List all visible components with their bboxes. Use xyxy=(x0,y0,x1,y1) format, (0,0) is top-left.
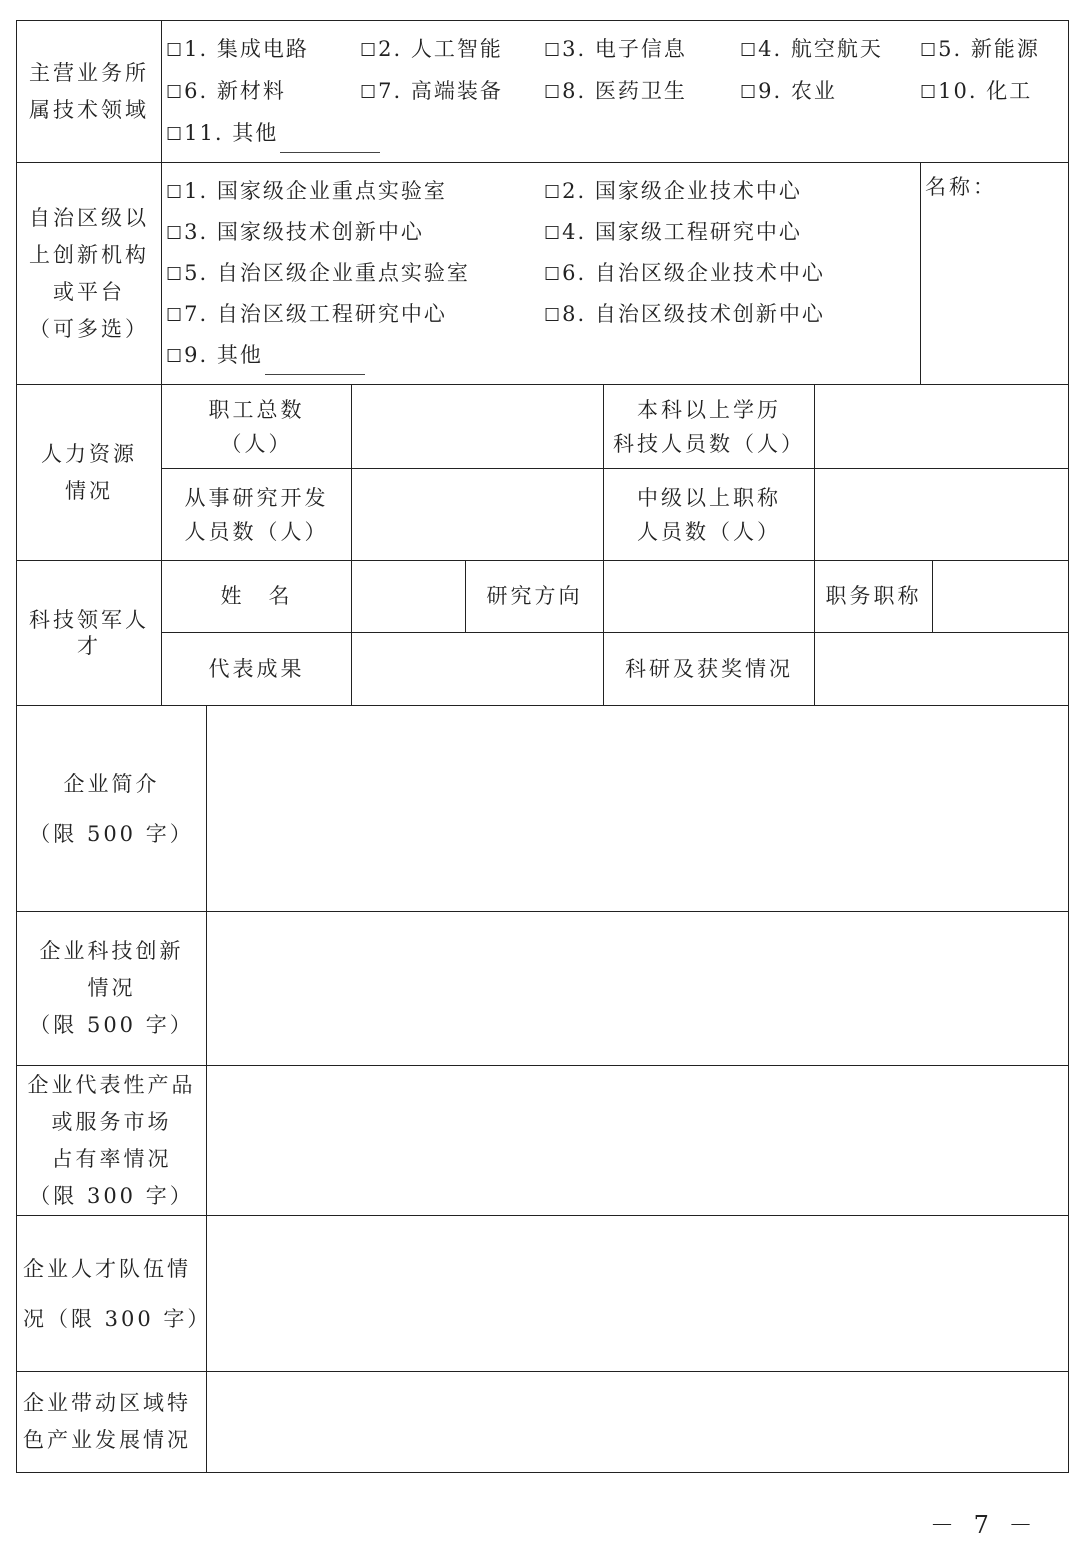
tech-innovation-field[interactable] xyxy=(207,912,1068,1066)
platform-option[interactable]: ☐3. 国家级技术创新中心 xyxy=(166,220,424,244)
platform-option[interactable]: ☐1. 国家级企业重点实验室 xyxy=(166,179,447,203)
platform-option[interactable]: ☐8. 自治区级技术创新中心 xyxy=(544,302,825,326)
market-share-field[interactable] xyxy=(207,1066,1068,1216)
regional-industry-field[interactable] xyxy=(207,1372,1068,1472)
tech-field-options xyxy=(162,21,1068,163)
checkbox-icon: ☐ xyxy=(166,346,183,367)
company-intro-label: 企业简介 （限 500 字） xyxy=(17,706,207,912)
awards-label: 科研及获奖情况 xyxy=(604,633,815,706)
research-direction-label: 研究方向 xyxy=(466,561,604,633)
platform-option[interactable]: ☐4. 国家级工程研究中心 xyxy=(544,220,802,244)
rd-staff-value[interactable] xyxy=(352,469,604,561)
talent-team-field[interactable] xyxy=(207,1216,1068,1372)
checkbox-icon: ☐ xyxy=(166,40,183,61)
tech-option[interactable]: ☐2. 人工智能 xyxy=(360,37,503,61)
checkbox-icon: ☐ xyxy=(166,124,183,145)
checkbox-icon: ☐ xyxy=(544,182,561,203)
rd-staff-label: 从事研究开发 人员数（人） xyxy=(162,469,352,561)
leader-name-label: 姓 名 xyxy=(162,561,352,633)
checkbox-icon: ☐ xyxy=(166,82,183,103)
tech-option[interactable]: ☐11. 其他 xyxy=(166,115,380,153)
tech-option[interactable]: ☐9. 农业 xyxy=(740,79,837,103)
bachelor-staff-label: 本科以上学历 科技人员数（人） xyxy=(604,385,815,469)
checkbox-icon: ☐ xyxy=(166,182,183,203)
platform-option[interactable]: ☐7. 自治区级工程研究中心 xyxy=(166,302,447,326)
checkbox-icon: ☐ xyxy=(360,40,377,61)
checkbox-icon: ☐ xyxy=(544,82,561,103)
tech-innovation-label: 企业科技创新 情况 （限 500 字） xyxy=(17,912,207,1066)
position-title-label: 职务职称 xyxy=(815,561,933,633)
tech-option[interactable]: ☐3. 电子信息 xyxy=(544,37,687,61)
hr-label: 人力资源 情况 xyxy=(17,385,162,561)
platform-option[interactable]: ☐5. 自治区级企业重点实验室 xyxy=(166,261,470,285)
platform-name-label: 名称： xyxy=(925,175,997,199)
checkbox-icon: ☐ xyxy=(740,82,757,103)
tech-option[interactable]: ☐4. 航空航天 xyxy=(740,37,883,61)
checkbox-icon: ☐ xyxy=(544,40,561,61)
platform-option[interactable]: ☐9. 其他 xyxy=(166,337,365,375)
regional-industry-label: 企业带动区域特 色产业发展情况 xyxy=(17,1372,207,1472)
tech-option[interactable]: ☐8. 医药卫生 xyxy=(544,79,687,103)
checkbox-icon: ☐ xyxy=(166,305,183,326)
company-intro-field[interactable] xyxy=(207,706,1068,912)
platform-label: 自治区级以 上创新机构 或平台 （可多选） xyxy=(17,163,162,385)
platform-options xyxy=(162,163,921,385)
platform-option[interactable]: ☐2. 国家级企业技术中心 xyxy=(544,179,802,203)
position-title-value[interactable] xyxy=(933,561,1068,633)
fill-blank[interactable] xyxy=(280,132,380,153)
total-staff-value[interactable] xyxy=(352,385,604,469)
checkbox-icon: ☐ xyxy=(740,40,757,61)
achievements-value[interactable] xyxy=(352,633,604,706)
checkbox-icon: ☐ xyxy=(920,82,937,103)
checkbox-icon: ☐ xyxy=(166,264,183,285)
checkbox-icon: ☐ xyxy=(544,305,561,326)
checkbox-icon: ☐ xyxy=(544,264,561,285)
tech-option[interactable]: ☐7. 高端装备 xyxy=(360,79,503,103)
total-staff-label: 职工总数 （人） xyxy=(162,385,352,469)
checkbox-icon: ☐ xyxy=(544,223,561,244)
checkbox-icon: ☐ xyxy=(360,82,377,103)
bachelor-staff-value[interactable] xyxy=(815,385,1068,469)
market-share-label: 企业代表性产品 或服务市场 占有率情况 （限 300 字） xyxy=(17,1066,207,1216)
tech-field-label: 主营业务所 属技术领域 xyxy=(17,21,162,163)
platform-name-field[interactable] xyxy=(921,163,1068,385)
leader-label: 科技领军人 才 xyxy=(17,561,162,706)
platform-option[interactable]: ☐6. 自治区级企业技术中心 xyxy=(544,261,825,285)
mid-title-staff-label: 中级以上职称 人员数（人） xyxy=(604,469,815,561)
page-number: － 7 － xyxy=(930,1511,1039,1539)
checkbox-icon: ☐ xyxy=(920,40,937,61)
mid-title-staff-value[interactable] xyxy=(815,469,1068,561)
checkbox-icon: ☐ xyxy=(166,223,183,244)
achievements-label: 代表成果 xyxy=(162,633,352,706)
research-direction-value[interactable] xyxy=(604,561,815,633)
fill-blank[interactable] xyxy=(265,354,365,375)
tech-option[interactable]: ☐1. 集成电路 xyxy=(166,37,309,61)
tech-option[interactable]: ☐6. 新材料 xyxy=(166,79,286,103)
talent-team-label: 企业人才队伍情 况（限 300 字） xyxy=(17,1216,207,1372)
tech-option[interactable]: ☐5. 新能源 xyxy=(920,37,1040,61)
awards-value[interactable] xyxy=(815,633,1068,706)
application-form-table xyxy=(16,20,1069,1473)
leader-name-value[interactable] xyxy=(352,561,466,633)
tech-option[interactable]: ☐10. 化工 xyxy=(920,79,1033,103)
